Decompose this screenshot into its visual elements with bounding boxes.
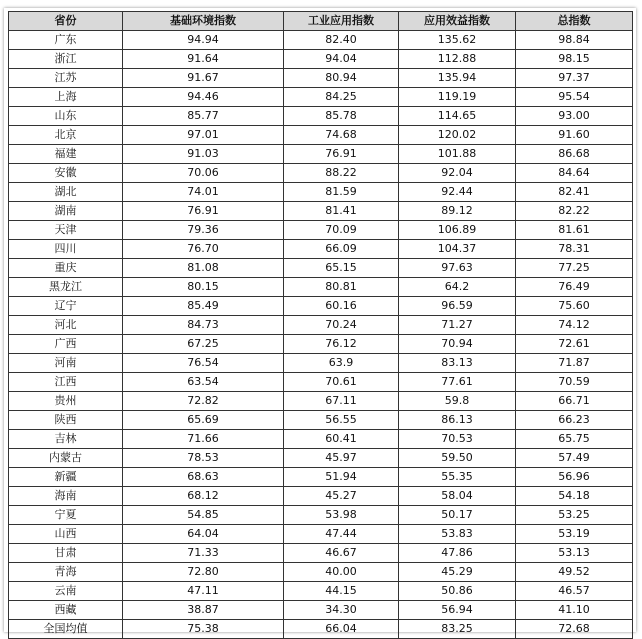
province-cell: 吉林 [9,430,123,449]
table-row [9,525,633,544]
base-env-cell: 76.54 [123,354,284,373]
table-row [9,126,633,145]
province-cell: 辽宁 [9,297,123,316]
base-env-cell: 91.03 [123,145,284,164]
total-cell: 98.15 [516,50,633,69]
province-cell: 福建 [9,145,123,164]
app-benefit-cell: 64.2 [399,278,516,297]
app-benefit-cell: 92.44 [399,183,516,202]
table-row [9,259,633,278]
base-env-cell: 76.91 [123,202,284,221]
base-env-cell: 54.85 [123,506,284,525]
province-cell: 宁夏 [9,506,123,525]
app-benefit-cell: 106.89 [399,221,516,240]
total-cell: 75.60 [516,297,633,316]
province-cell: 甘肃 [9,544,123,563]
total-cell: 95.54 [516,88,633,107]
total-cell: 66.23 [516,411,633,430]
industrial-app-cell: 34.30 [284,601,399,620]
industrial-app-cell: 84.25 [284,88,399,107]
table-row [9,392,633,411]
province-cell: 河南 [9,354,123,373]
industrial-app-cell: 51.94 [284,468,399,487]
table-row [9,335,633,354]
province-cell: 江苏 [9,69,123,88]
app-benefit-cell: 59.8 [399,392,516,411]
header-row [9,12,633,31]
app-benefit-cell: 135.94 [399,69,516,88]
base-env-cell: 91.64 [123,50,284,69]
app-benefit-cell: 101.88 [399,145,516,164]
total-cell: 91.60 [516,126,633,145]
industrial-app-cell: 74.68 [284,126,399,145]
total-cell: 82.22 [516,202,633,221]
total-cell: 76.49 [516,278,633,297]
base-env-cell: 68.12 [123,487,284,506]
province-cell: 山东 [9,107,123,126]
total-cell: 65.75 [516,430,633,449]
total-cell: 82.41 [516,183,633,202]
table-row [9,316,633,335]
app-benefit-cell: 58.04 [399,487,516,506]
total-cell: 46.57 [516,582,633,601]
total-cell: 70.59 [516,373,633,392]
industrial-app-cell: 46.67 [284,544,399,563]
base-env-cell: 70.06 [123,164,284,183]
industrial-app-cell: 45.97 [284,449,399,468]
total-cell: 54.18 [516,487,633,506]
app-benefit-cell: 77.61 [399,373,516,392]
province-cell: 浙江 [9,50,123,69]
app-benefit-cell: 50.17 [399,506,516,525]
industrial-app-cell: 80.94 [284,69,399,88]
base-env-cell: 75.38 [123,620,284,639]
app-benefit-cell: 47.86 [399,544,516,563]
header-base-env: 基础环境指数 [123,12,284,31]
table-row [9,563,633,582]
table-row [9,88,633,107]
base-env-cell: 64.04 [123,525,284,544]
province-cell: 湖南 [9,202,123,221]
app-benefit-cell: 83.25 [399,620,516,639]
industrial-app-cell: 47.44 [284,525,399,544]
industrial-app-cell: 81.59 [284,183,399,202]
province-cell: 安徽 [9,164,123,183]
industrial-app-cell: 85.78 [284,107,399,126]
header-industrial-app: 工业应用指数 [284,12,399,31]
table-row [9,107,633,126]
table-row [9,354,633,373]
province-cell: 黑龙江 [9,278,123,297]
province-cell: 新疆 [9,468,123,487]
app-benefit-cell: 119.19 [399,88,516,107]
industrial-app-cell: 81.41 [284,202,399,221]
province-cell: 天津 [9,221,123,240]
province-cell: 湖北 [9,183,123,202]
header-app-benefit: 应用效益指数 [399,12,516,31]
table-row [9,601,633,620]
base-env-cell: 74.01 [123,183,284,202]
table-row [9,506,633,525]
province-cell: 江西 [9,373,123,392]
total-cell: 77.25 [516,259,633,278]
total-cell: 97.37 [516,69,633,88]
base-env-cell: 72.80 [123,563,284,582]
industrial-app-cell: 70.24 [284,316,399,335]
table-row [9,582,633,601]
industrial-app-cell: 45.27 [284,487,399,506]
app-benefit-cell: 96.59 [399,297,516,316]
table-row [9,468,633,487]
industrial-app-cell: 70.09 [284,221,399,240]
industrial-app-cell: 66.04 [284,620,399,639]
app-benefit-cell: 114.65 [399,107,516,126]
app-benefit-cell: 59.50 [399,449,516,468]
table-row [9,221,633,240]
base-env-cell: 78.53 [123,449,284,468]
province-cell: 青海 [9,563,123,582]
table-row [9,430,633,449]
app-benefit-cell: 50.86 [399,582,516,601]
app-benefit-cell: 83.13 [399,354,516,373]
base-env-cell: 71.66 [123,430,284,449]
table-row [9,50,633,69]
industrial-app-cell: 80.81 [284,278,399,297]
total-cell: 53.13 [516,544,633,563]
base-env-cell: 81.08 [123,259,284,278]
province-cell: 西藏 [9,601,123,620]
province-cell: 陕西 [9,411,123,430]
total-cell: 84.64 [516,164,633,183]
total-cell: 53.19 [516,525,633,544]
industrial-app-cell: 63.9 [284,354,399,373]
total-cell: 78.31 [516,240,633,259]
app-benefit-cell: 70.94 [399,335,516,354]
base-env-cell: 71.33 [123,544,284,563]
province-cell: 四川 [9,240,123,259]
base-env-cell: 84.73 [123,316,284,335]
province-cell: 北京 [9,126,123,145]
table-row [9,240,633,259]
total-cell: 72.68 [516,620,633,639]
industrial-app-cell: 60.41 [284,430,399,449]
app-benefit-cell: 55.35 [399,468,516,487]
base-env-cell: 91.67 [123,69,284,88]
province-cell: 广东 [9,31,123,50]
province-cell: 全国均值 [9,620,123,639]
total-cell: 98.84 [516,31,633,50]
industrial-app-cell: 94.04 [284,50,399,69]
table-frame [4,8,636,635]
base-env-cell: 80.15 [123,278,284,297]
total-cell: 74.12 [516,316,633,335]
industrial-app-cell: 66.09 [284,240,399,259]
province-cell: 重庆 [9,259,123,278]
app-benefit-cell: 56.94 [399,601,516,620]
industrial-app-cell: 65.15 [284,259,399,278]
industrial-app-cell: 60.16 [284,297,399,316]
table-row [9,449,633,468]
table-row [9,202,633,221]
industrial-app-cell: 76.12 [284,335,399,354]
province-cell: 海南 [9,487,123,506]
header-province: 省份 [9,12,123,31]
total-cell: 72.61 [516,335,633,354]
app-benefit-cell: 53.83 [399,525,516,544]
total-cell: 57.49 [516,449,633,468]
table-row [9,164,633,183]
table-row [9,373,633,392]
base-env-cell: 85.77 [123,107,284,126]
total-cell: 41.10 [516,601,633,620]
table-row [9,620,633,639]
province-cell: 云南 [9,582,123,601]
header-total: 总指数 [516,12,633,31]
base-env-cell: 85.49 [123,297,284,316]
app-benefit-cell: 104.37 [399,240,516,259]
base-env-cell: 76.70 [123,240,284,259]
total-cell: 66.71 [516,392,633,411]
base-env-cell: 72.82 [123,392,284,411]
industrial-app-cell: 56.55 [284,411,399,430]
province-cell: 贵州 [9,392,123,411]
app-benefit-cell: 112.88 [399,50,516,69]
table-row [9,487,633,506]
app-benefit-cell: 45.29 [399,563,516,582]
industrial-app-cell: 88.22 [284,164,399,183]
base-env-cell: 38.87 [123,601,284,620]
app-benefit-cell: 89.12 [399,202,516,221]
total-cell: 81.61 [516,221,633,240]
app-benefit-cell: 92.04 [399,164,516,183]
base-env-cell: 63.54 [123,373,284,392]
app-benefit-cell: 97.63 [399,259,516,278]
app-benefit-cell: 86.13 [399,411,516,430]
total-cell: 86.68 [516,145,633,164]
table-row [9,145,633,164]
industrial-app-cell: 44.15 [284,582,399,601]
total-cell: 71.87 [516,354,633,373]
industrial-app-cell: 40.00 [284,563,399,582]
total-cell: 56.96 [516,468,633,487]
base-env-cell: 94.46 [123,88,284,107]
industrial-app-cell: 53.98 [284,506,399,525]
province-cell: 上海 [9,88,123,107]
total-cell: 93.00 [516,107,633,126]
base-env-cell: 67.25 [123,335,284,354]
table-row [9,183,633,202]
industrial-app-cell: 76.91 [284,145,399,164]
base-env-cell: 79.36 [123,221,284,240]
app-benefit-cell: 120.02 [399,126,516,145]
table-row [9,278,633,297]
index-table [8,11,633,639]
province-cell: 河北 [9,316,123,335]
province-cell: 内蒙古 [9,449,123,468]
table-body [9,31,633,639]
base-env-cell: 65.69 [123,411,284,430]
total-cell: 49.52 [516,563,633,582]
industrial-app-cell: 70.61 [284,373,399,392]
table-row [9,297,633,316]
base-env-cell: 68.63 [123,468,284,487]
province-cell: 山西 [9,525,123,544]
base-env-cell: 97.01 [123,126,284,145]
industrial-app-cell: 67.11 [284,392,399,411]
total-cell: 53.25 [516,506,633,525]
table-row [9,544,633,563]
base-env-cell: 94.94 [123,31,284,50]
app-benefit-cell: 71.27 [399,316,516,335]
app-benefit-cell: 70.53 [399,430,516,449]
table-row [9,31,633,50]
table-row [9,411,633,430]
table-row [9,69,633,88]
base-env-cell: 47.11 [123,582,284,601]
app-benefit-cell: 135.62 [399,31,516,50]
industrial-app-cell: 82.40 [284,31,399,50]
province-cell: 广西 [9,335,123,354]
